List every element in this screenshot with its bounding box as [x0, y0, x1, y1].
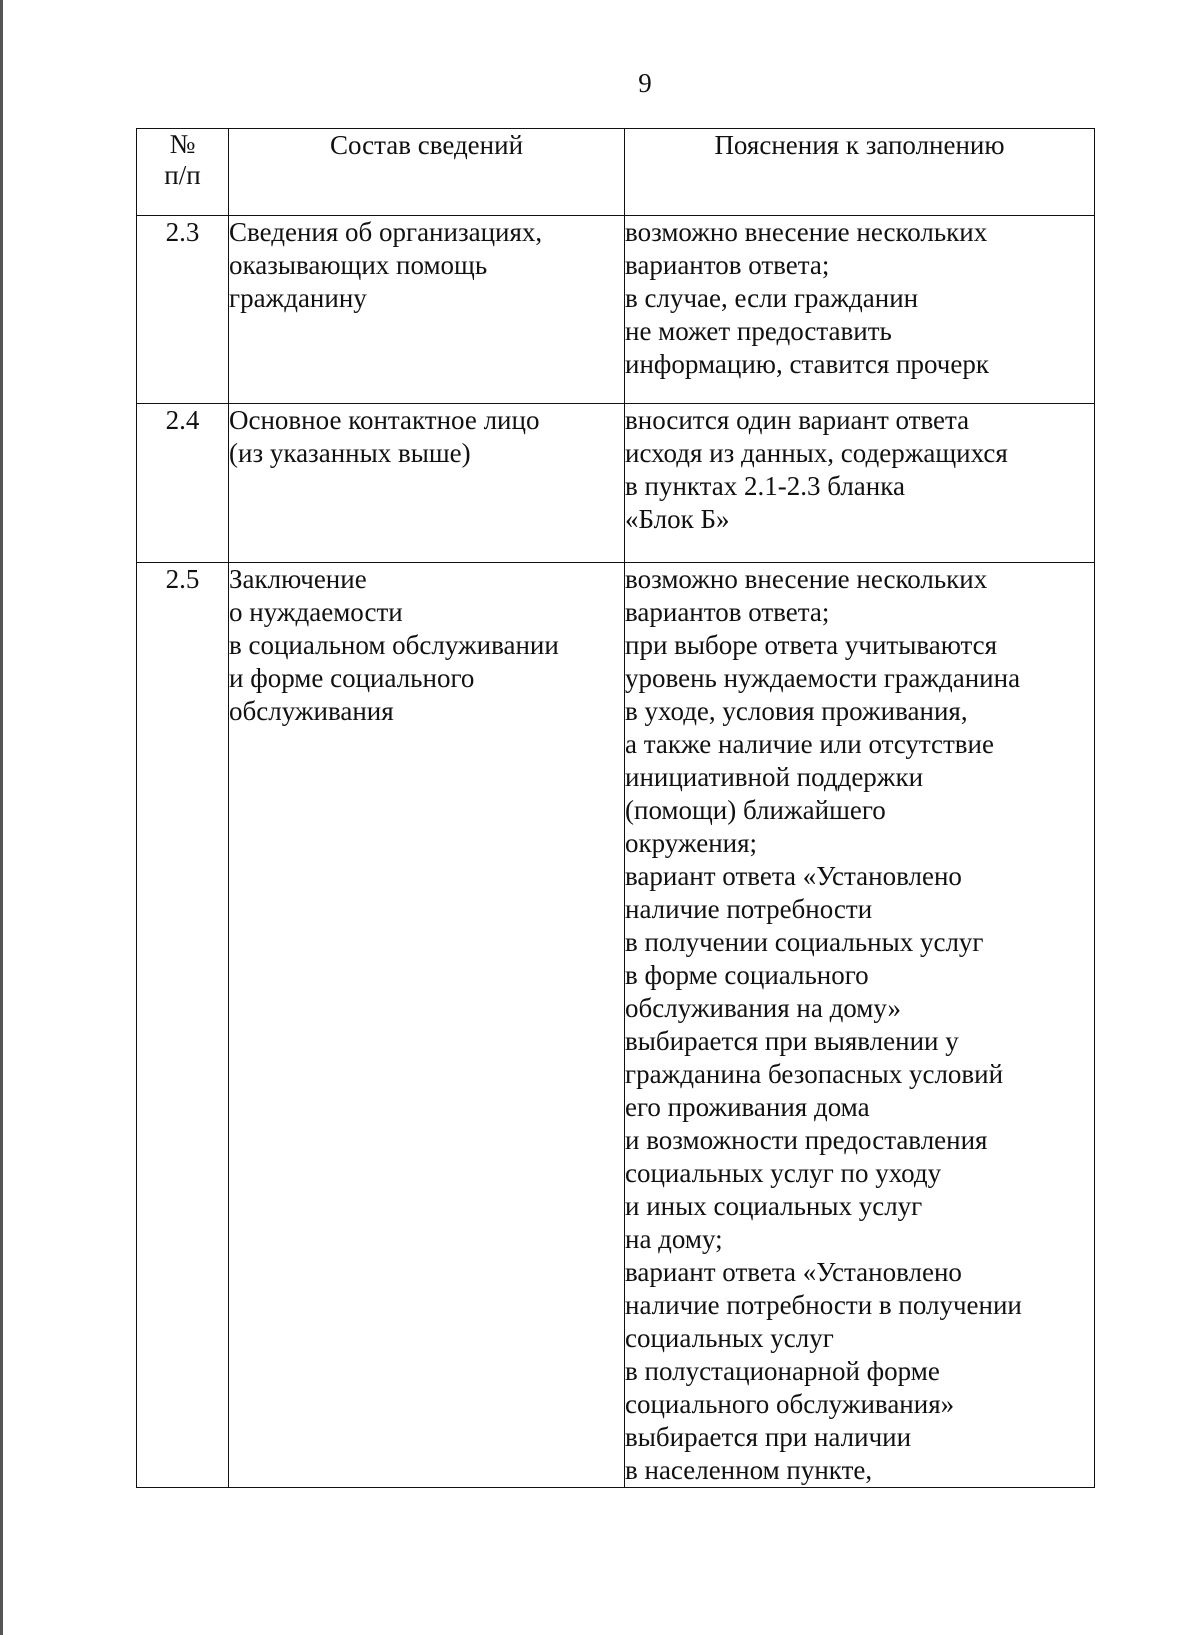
text-line: обслуживания — [229, 696, 394, 726]
text-line: наличие потребности в получении — [625, 1290, 1022, 1320]
text-line: социальных услуг — [625, 1323, 834, 1353]
header-explanation: Пояснения к заполнению — [625, 129, 1095, 216]
row-number: 2.3 — [137, 216, 229, 404]
text-line: в полустационарной форме — [625, 1356, 940, 1386]
row-composition — [229, 404, 625, 563]
row-number: 2.4 — [137, 404, 229, 563]
text-line: и иных социальных услуг — [625, 1191, 923, 1221]
header-number-line1: № — [169, 129, 196, 159]
text-line: окружения; — [625, 828, 758, 858]
text-line: и форме социального — [229, 663, 475, 693]
text-line: гражданину — [229, 283, 367, 313]
text-line: возможно внесение нескольких — [625, 217, 988, 247]
text-line: вариантов ответа; — [625, 250, 830, 280]
page-number: 9 — [638, 68, 652, 98]
text-line: социального обслуживания» — [625, 1389, 955, 1419]
table-row — [137, 404, 1095, 563]
text-line: в уходе, условия проживания, — [625, 696, 968, 726]
text-line: оказывающих помощь — [229, 250, 488, 280]
text-line: выбирается при выявлении у — [625, 1026, 959, 1056]
text-line: наличие потребности — [625, 894, 873, 924]
text-line: выбирается при наличии — [625, 1422, 912, 1452]
text-line: Сведения об организациях, — [229, 217, 543, 247]
text-line: вносится один вариант ответа — [625, 405, 970, 435]
header-number-line2: п/п — [164, 160, 201, 190]
text-line: о нуждаемости — [229, 597, 403, 627]
text-line: вариант ответа «Установлено — [625, 1257, 962, 1287]
row-explanation — [625, 563, 1095, 1488]
text-line: при выборе ответа учитываются — [625, 630, 998, 660]
text-line: Основное контактное лицо — [229, 405, 540, 435]
text-line: в форме социального — [625, 960, 869, 990]
text-line: информацию, ставится прочерк — [625, 349, 989, 379]
text-line: в случае, если гражданин — [625, 283, 919, 313]
text-line: исходя из данных, содержащихся — [625, 438, 1008, 468]
text-line: (из указанных выше) — [229, 438, 471, 468]
text-line: (помощи) ближайшего — [625, 795, 886, 825]
text-line: на дому; — [625, 1224, 723, 1254]
text-line: уровень нуждаемости гражданина — [625, 663, 1021, 693]
text-line: в социальном обслуживании — [229, 630, 559, 660]
scan-edge — [0, 0, 3, 1635]
text-line: «Блок Б» — [625, 504, 730, 534]
row-composition — [229, 216, 625, 404]
table-header-row — [137, 129, 1095, 216]
info-table — [136, 128, 1095, 1488]
text-line: возможно внесение нескольких — [625, 564, 988, 594]
text-line: и возможности предоставления — [625, 1125, 988, 1155]
text-line: гражданина безопасных условий — [625, 1059, 1004, 1089]
text-line: вариантов ответа; — [625, 597, 830, 627]
row-explanation — [625, 404, 1095, 563]
row-explanation — [625, 216, 1095, 404]
header-composition: Состав сведений — [229, 129, 625, 216]
text-line: его проживания дома — [625, 1092, 870, 1122]
row-number: 2.5 — [137, 563, 229, 1488]
text-line: вариант ответа «Установлено — [625, 861, 962, 891]
text-line: обслуживания на дому» — [625, 993, 902, 1023]
text-line: Заключение — [229, 564, 367, 594]
row-composition — [229, 563, 625, 1488]
text-line: а также наличие или отсутствие — [625, 729, 994, 759]
text-line: не может предоставить — [625, 316, 892, 346]
text-line: социальных услуг по уходу — [625, 1158, 942, 1188]
text-line: в получении социальных услуг — [625, 927, 984, 957]
table-row — [137, 216, 1095, 404]
text-line: в пунктах 2.1-2.3 бланка — [625, 471, 905, 501]
text-line: в населенном пункте, — [625, 1455, 873, 1485]
text-line: инициативной поддержки — [625, 762, 924, 792]
table-row — [137, 563, 1095, 1488]
header-number — [137, 129, 229, 216]
